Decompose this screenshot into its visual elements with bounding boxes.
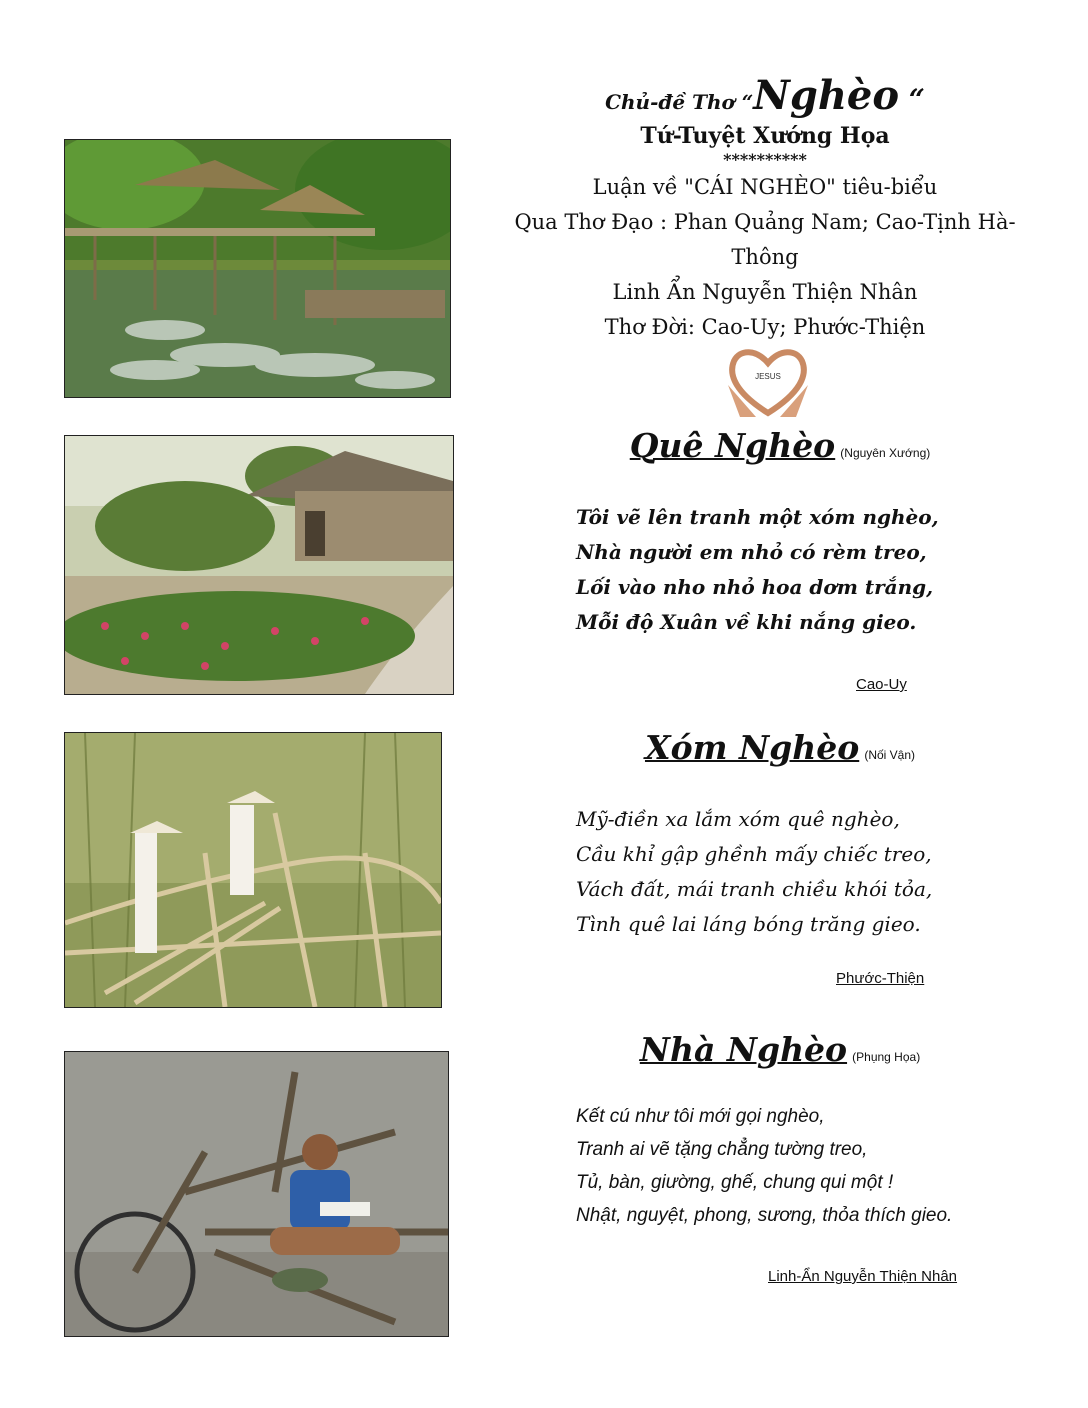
poem-line: Tình quê lai láng bóng trăng gieo. (576, 912, 921, 936)
poem-line: Tranh ai vẽ tặng chẳng tường treo, (576, 1139, 868, 1160)
poem-1-title (540, 426, 1020, 465)
poem-1-subtitle: (Nguyên Xướng) (840, 446, 931, 460)
photo-thatched-house (64, 435, 454, 695)
title-prefix: Chủ-đề Thơ “ (605, 90, 754, 114)
poem-1-title-text: Quê Nghèo (629, 426, 836, 465)
poem-2-title (540, 728, 1020, 767)
header-block (500, 70, 1030, 345)
header-line-4: Thơ Đời: Cao-Uy; Phước-Thiện (604, 315, 926, 339)
poem-line: Kết cú như tôi mới gọi nghèo, (576, 1106, 825, 1127)
poem-2-title-text: Xóm Nghèo (644, 728, 860, 767)
jesus-heart-logo (726, 345, 810, 417)
poem-2-body (576, 802, 932, 942)
poem-line: Cầu khỉ gập ghềnh mấy chiếc treo, (576, 842, 932, 866)
page-title (500, 70, 1030, 122)
poem-line: Mỗi độ Xuân về khi nắng gieo. (576, 610, 917, 634)
page-subtitle: Tứ-Tuyệt Xướng Họa (640, 123, 890, 149)
poem-line: Tủ, bàn, giường, ghế, chung qui một ! (576, 1172, 894, 1193)
photo-monkey-bridge (64, 732, 442, 1008)
poem-2-author: Phước-Thiện (836, 970, 925, 987)
title-main: Nghèo (753, 72, 900, 119)
poem-1-body (576, 500, 939, 640)
poem-3-title (540, 1030, 1020, 1069)
poem-2-subtitle: (Nối Vận) (864, 748, 916, 762)
poem-line: Vách đất, mái tranh chiều khói tỏa, (576, 877, 933, 901)
poem-3-subtitle: (Phụng Họa) (852, 1050, 921, 1064)
poem-3-body (576, 1100, 952, 1232)
photo-pond-garden (64, 139, 451, 398)
poem-line: Tôi vẽ lên tranh một xóm nghèo, (576, 505, 939, 529)
poem-1-author: Cao-Uy (856, 676, 907, 693)
poem-line: Nhà người em nhỏ có rèm treo, (576, 540, 927, 564)
header-line-1: Luận về "CÁI NGHÈO" tiêu-biểu (592, 175, 938, 199)
poem-line: Mỹ-điền xa lắm xóm quê nghèo, (576, 807, 900, 831)
poem-line: Lối vào nho nhỏ hoa dơm trắng, (576, 575, 934, 599)
poem-line: Nhật, nguyệt, phong, sương, thỏa thích gieo. (576, 1205, 953, 1226)
poem-3-title-text: Nhà Nghèo (639, 1030, 848, 1069)
poem-3-author: Linh-Ẩn Nguyễn Thiện Nhân (768, 1268, 958, 1285)
photo-man-reading (64, 1051, 449, 1337)
title-suffix: “ (899, 83, 925, 116)
header-line-2: Qua Thơ Đạo : Phan Quảng Nam; Cao-Tịnh Hà-Thông (514, 210, 1016, 269)
header-line-3: Linh Ẩn Nguyễn Thiện Nhân (612, 280, 918, 304)
logo-text: JESUS (755, 372, 781, 381)
stars-divider: ********** (723, 150, 807, 169)
